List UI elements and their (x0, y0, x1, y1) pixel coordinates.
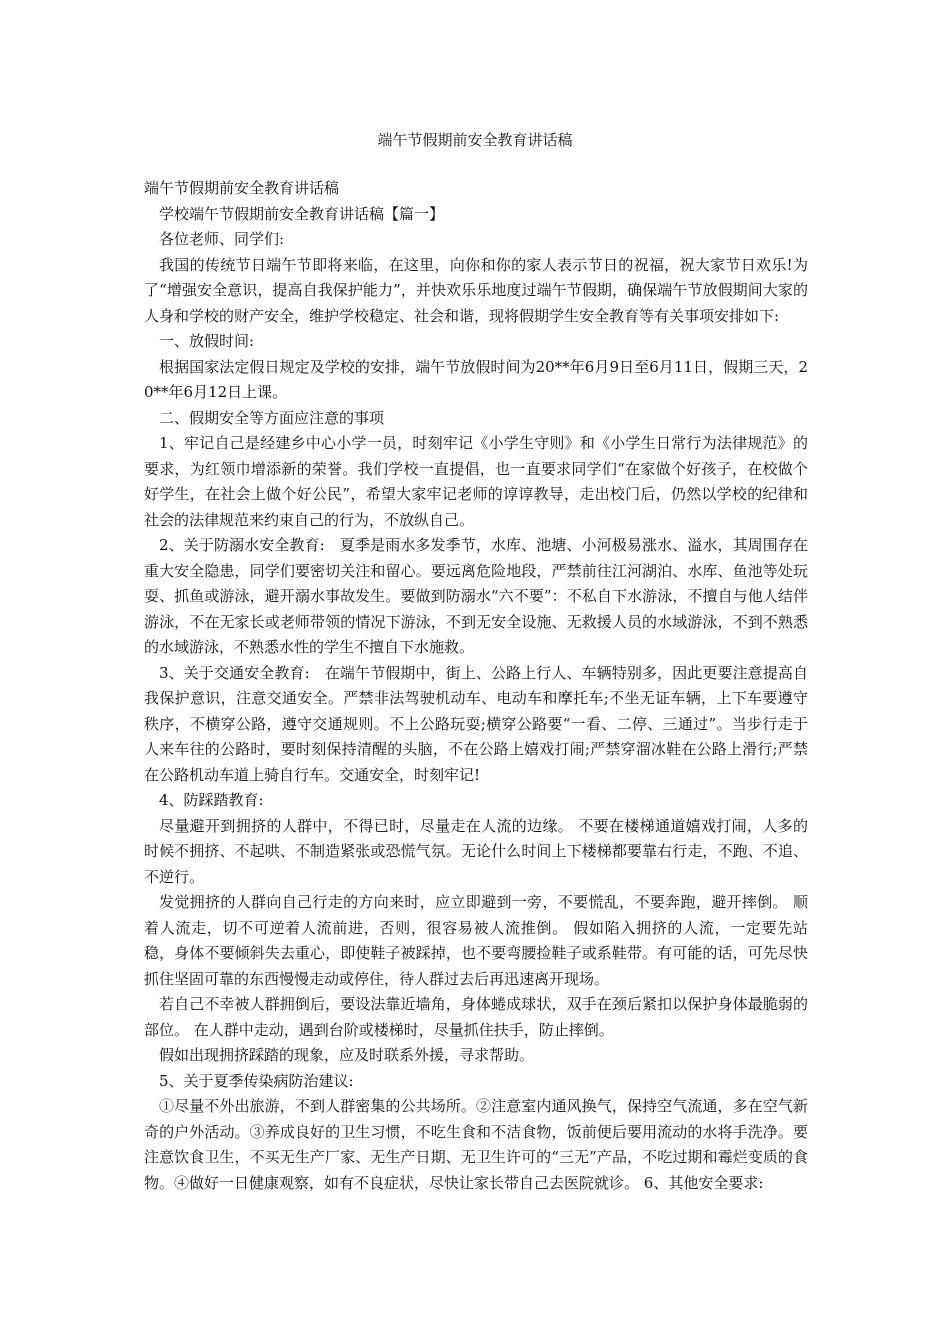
document-subtitle: 端午节假期前安全教育讲话稿 (144, 179, 340, 197)
heading-safety-matters: 二、假期安全等方面应注意的事项 (159, 408, 385, 427)
paragraph-stampede-3: 若自己不幸被人群拥倒后，要设法靠近墙角，身体蜷成球状，双手在颈后紧扣以保护身体最脆弱的部位。 在人群中走动，遇到台阶或楼梯时，尽量抓住扶手，防止摔倒。 (144, 995, 808, 1039)
paragraph-disease: ①尽量不外出旅游，不到人群密集的公共场所。②注意室内通风换气，保持空气流通，多在空气新奇的户外活动。③养成良好的卫生习惯，不吃生食和不洁食物，饭前便后要用流动的水将手洗净。要注意饮食卫生，不买无生产厂家、无生产日期、无卫生许可的“三无”产品，不吃过期和霉烂变质的食物。④做好一日健康观察，如有不良症状，尽快让家长带自己去医院就诊。 6、其他安全要求: (144, 1097, 808, 1192)
heading-item-4-stampede: 4、防踩踏教育: (159, 791, 264, 809)
paragraph-stampede-2: 发觉拥挤的人群向自己行走的方向来时，应立即避到一旁，不要慌乱，不要奔跑，避开摔倒。 顺着人流走，切不可逆着人流前进，否则，很容易被人流推倒。 假如陷入拥挤的人流，一定要先站稳，身体不要倾斜失去重心，即使鞋子被踩掉，也不要弯腰捡鞋子或系鞋带。有可能的话，可先尽快抓住坚固可靠的东西慢慢走动或停住，待人群过去后再迅速离开现场。 (144, 893, 808, 988)
paragraph-item-1: 1、牢记自己是经建乡中心小学一员，时刻牢记《小学生守则》和《小学生日常行为法律规范》的要求，为红领巾增添新的荣誉。我们学校一直提倡，也一直要求同学们“在家做个好孩子，在校做个好学生，在社会上做个好公民”，希望大家牢记老师的谆谆教导，走出校门后，仍然以学校的纪律和社会的法律规范来约束自己的行为，不放纵自己。 (144, 434, 808, 529)
paragraph-stampede-4: 假如出现拥挤踩踏的现象，应及时联系外援，寻求帮助。 (159, 1046, 535, 1064)
paragraph-holiday-time: 根据国家法定假日规定及学校的安排，端午节放假时间为20**年6月9日至6月11日，假期三天，20**年6月12日上课。 (144, 357, 808, 401)
heading-item-5-disease: 5、关于夏季传染病防治建议: (159, 1071, 354, 1090)
paragraph-stampede-1: 尽量避开到拥挤的人群中，不得已时，尽量走在人流的边缘。 不要在楼梯通道嬉戏打闹，人多的时候不拥挤、不起哄、不制造紧张或恐慌气氛。无论什么时间上下楼梯都要靠右行走，不跑、不追、不逆行。 (144, 816, 808, 886)
paragraph-intro: 我国的传统节日端午节即将来临，在这里，向你和你的家人表示节日的祝福，祝大家节日欢乐!为了“增强安全意识，提高自我保护能力”，并快欢乐乐地度过端午节假期，确保端午节放假期间大家的人身和学校的财产安全，维护学校稳定、社会和谐，现将假期学生安全教育等有关事项安排如下: (144, 255, 808, 325)
heading-holiday-time: 一、放假时间: (159, 332, 255, 350)
document-title: 端午节假期前安全教育讲话稿 (377, 131, 573, 149)
document-body (144, 176, 808, 1196)
paragraph-item-2-drowning: 2、关于防溺水安全教育: 夏季是雨水多发季节，水库、池塘、小河极易涨水、溢水，其周围存在重大安全隐患，同学们要密切关注和留心。要远离危险地段，严禁前往江河湖泊、水库、鱼池等处玩耍、抓鱼或游泳，避开溺水事故发生。要做到防溺水“六不要”：不私自下水游泳，不擅自与他人结伴游泳，不在无家长或老师带领的情况下游泳，不到无安全设施、无救援人员的水域游泳，不到不熟悉的水域游泳，不熟悉水性的学生不擅自下水施救。 (144, 536, 808, 656)
salutation: 各位老师、同学们: (159, 230, 285, 248)
section-heading-part-one: 学校端午节假期前安全教育讲话稿【篇一】 (159, 204, 445, 223)
paragraph-item-3-traffic: 3、关于交通安全教育: 在端午节假期中，街上、公路上行人、车辆特别多，因此更要注意提高自我保护意识，注意交通安全。严禁非法驾驶机动车、电动车和摩托车;不坐无证车辆，上下车要遵守秩序，不横穿公路，遵守交通规则。不上公路玩耍;横穿公路要“一看、二停、三通过”。当步行走于人来车往的公路时，要时刻保持清醒的头脑，不在公路上嬉戏打闹;严禁穿溜冰鞋在公路上滑行;严禁在公路机动车道上骑自行车。交通安全，时刻牢记! (144, 663, 808, 784)
